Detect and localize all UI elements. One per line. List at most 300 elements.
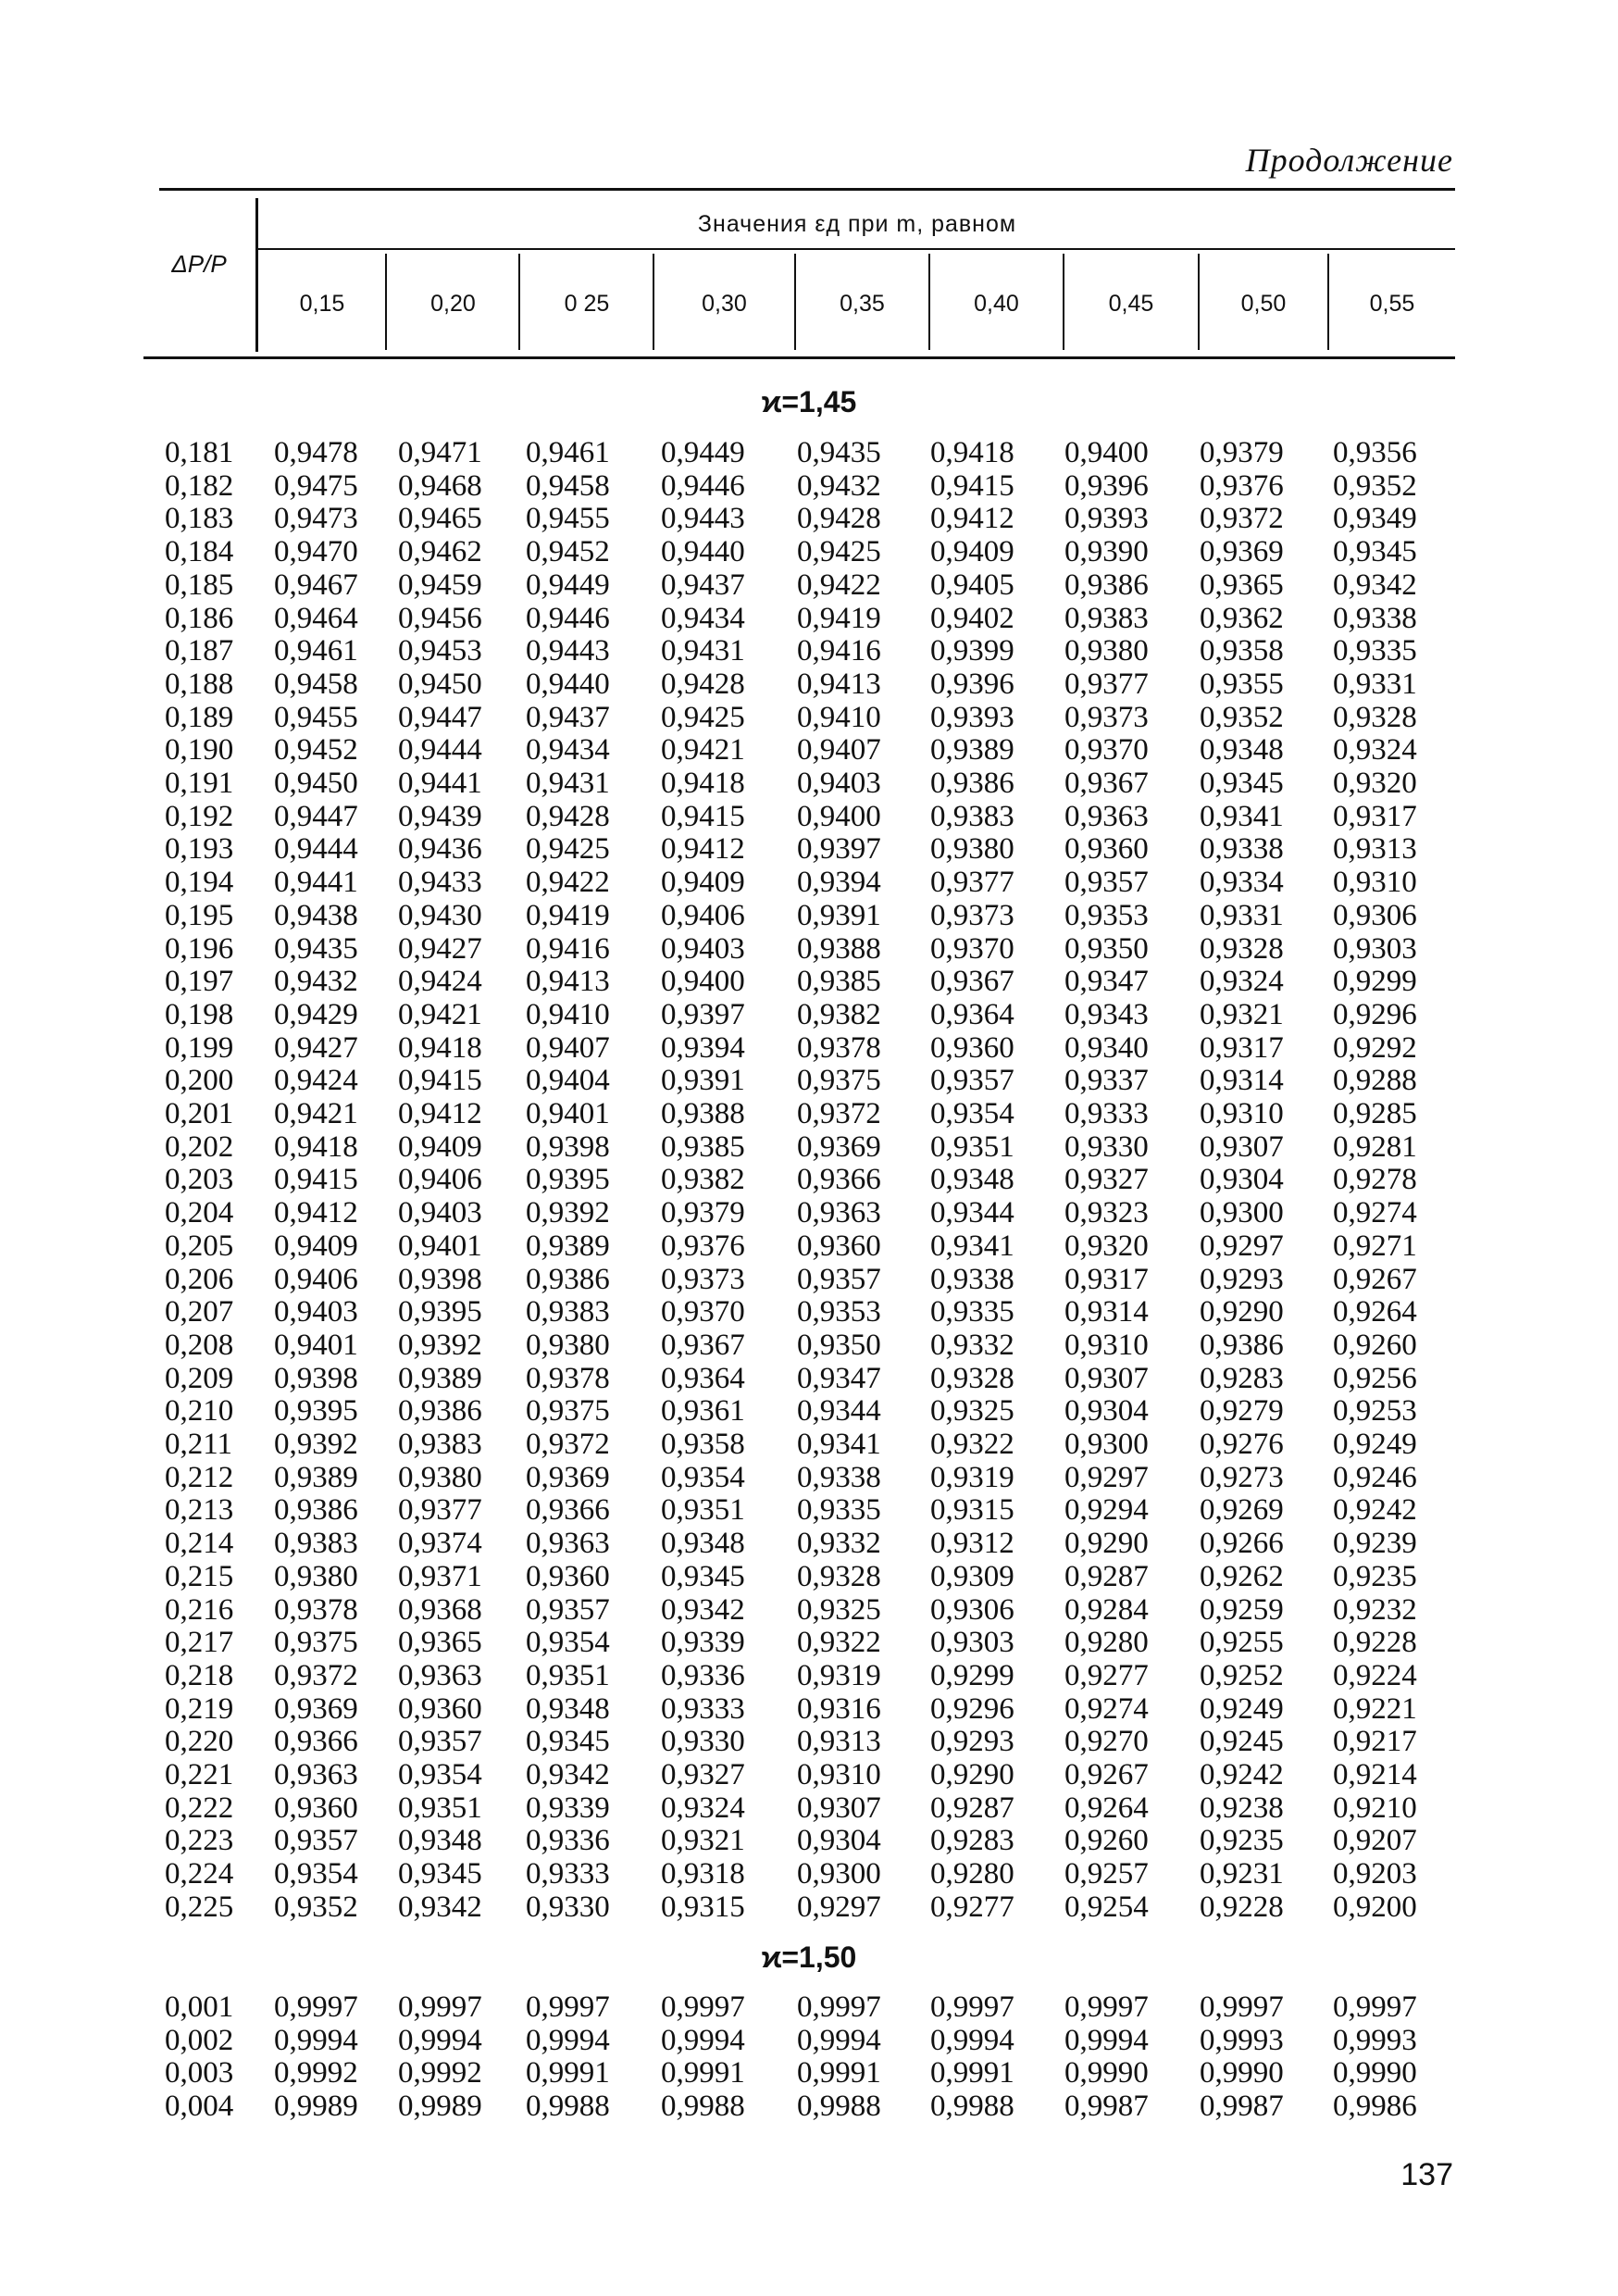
- value-cell: 0,9992: [398, 2056, 482, 2090]
- value-cell: 0,9363: [274, 1758, 358, 1791]
- value-cell: 0,9354: [526, 1626, 610, 1660]
- row-label-cell: 0,198: [165, 997, 234, 1031]
- value-cell: 0,9358: [661, 1428, 745, 1461]
- row-label-cell: 0,205: [165, 1229, 234, 1263]
- value-cell: 0,9438: [274, 898, 358, 932]
- value-cell: 0,9352: [274, 1890, 358, 1924]
- value-cell: 0,9303: [1333, 931, 1417, 966]
- row-label-cell: 0,211: [165, 1428, 233, 1461]
- value-cell: 0,9455: [526, 502, 610, 536]
- value-cell: 0,9993: [1200, 2023, 1284, 2057]
- value-cell: 0,9357: [274, 1824, 358, 1858]
- value-cell: 0,9264: [1333, 1295, 1417, 1329]
- value-cell: 0,9435: [797, 436, 881, 469]
- value-cell: 0,9997: [930, 1990, 1014, 2024]
- value-cell: 0,9323: [1064, 1196, 1149, 1230]
- value-cell: 0,9363: [797, 1196, 881, 1230]
- value-cell: 0,9300: [797, 1857, 881, 1891]
- value-cell: 0,9994: [398, 2023, 482, 2057]
- value-cell: 0,9316: [797, 1691, 881, 1726]
- value-cell: 0,9347: [797, 1361, 881, 1395]
- value-cell: 0,9404: [526, 1064, 610, 1098]
- value-cell: 0,9320: [1064, 1229, 1149, 1263]
- value-cell: 0,9418: [398, 1030, 482, 1065]
- value-cell: 0,9278: [1333, 1163, 1417, 1197]
- row-label-cell: 0,216: [165, 1592, 234, 1627]
- value-cell: 0,9266: [1200, 1527, 1284, 1561]
- value-cell: 0,9989: [274, 2089, 358, 2123]
- value-cell: 0,9430: [398, 898, 482, 932]
- value-cell: 0,9314: [1200, 1064, 1284, 1098]
- row-label-cell: 0,210: [165, 1394, 234, 1429]
- value-cell: 0,9434: [661, 601, 745, 635]
- value-cell: 0,9379: [1200, 436, 1284, 469]
- value-cell: 0,9342: [1333, 568, 1417, 602]
- section-title: ϰ=1,45: [761, 385, 857, 418]
- value-cell: 0,9989: [398, 2089, 482, 2123]
- table-row: [0, 1130, 1618, 1164]
- value-cell: 0,9280: [930, 1857, 1014, 1891]
- value-cell: 0,9317: [1064, 1262, 1149, 1296]
- value-cell: 0,9453: [398, 634, 482, 668]
- row-label-cell: 0,208: [165, 1328, 234, 1362]
- value-cell: 0,9383: [1064, 601, 1149, 635]
- value-cell: 0,9341: [797, 1428, 881, 1461]
- value-cell: 0,9257: [1064, 1857, 1149, 1891]
- value-cell: 0,9383: [930, 799, 1014, 833]
- value-cell: 0,9299: [1333, 965, 1417, 999]
- value-cell: 0,9398: [398, 1262, 482, 1296]
- value-cell: 0,9351: [398, 1791, 482, 1825]
- value-cell: 0,9380: [1064, 634, 1149, 668]
- table-row: [0, 1659, 1618, 1692]
- column-header: 0,15: [299, 290, 345, 317]
- table-row: [0, 1692, 1618, 1726]
- value-cell: 0,9458: [526, 468, 610, 503]
- value-cell: 0,9403: [661, 931, 745, 966]
- value-cell: 0,9363: [398, 1658, 482, 1692]
- value-cell: 0,9432: [274, 965, 358, 999]
- value-cell: 0,9407: [526, 1030, 610, 1065]
- value-cell: 0,9464: [274, 601, 358, 635]
- value-cell: 0,9409: [930, 535, 1014, 569]
- value-cell: 0,9400: [661, 965, 745, 999]
- value-cell: 0,9356: [1333, 436, 1417, 469]
- value-cell: 0,9288: [1333, 1064, 1417, 1098]
- value-cell: 0,9354: [930, 1097, 1014, 1130]
- value-cell: 0,9465: [398, 502, 482, 536]
- value-cell: 0,9352: [1200, 700, 1284, 734]
- value-cell: 0,9357: [797, 1262, 881, 1296]
- value-cell: 0,9338: [930, 1262, 1014, 1296]
- value-cell: 0,9264: [1064, 1791, 1149, 1825]
- value-cell: 0,9324: [1333, 733, 1417, 767]
- column-header: 0,45: [1108, 290, 1154, 317]
- value-cell: 0,9461: [274, 634, 358, 668]
- value-cell: 0,9314: [1064, 1295, 1149, 1329]
- value-cell: 0,9357: [1064, 866, 1149, 900]
- value-cell: 0,9351: [661, 1493, 745, 1528]
- column-header: 0,20: [430, 290, 476, 317]
- value-cell: 0,9391: [661, 1064, 745, 1098]
- row-label-cell: 0,212: [165, 1460, 234, 1494]
- value-cell: 0,9348: [526, 1691, 610, 1726]
- table-row: [0, 469, 1618, 503]
- value-cell: 0,9354: [274, 1857, 358, 1891]
- value-cell: 0,9373: [661, 1262, 745, 1296]
- value-cell: 0,9293: [930, 1725, 1014, 1759]
- value-cell: 0,9270: [1064, 1725, 1149, 1759]
- value-cell: 0,9986: [1333, 2089, 1417, 2123]
- value-cell: 0,9369: [526, 1460, 610, 1494]
- value-cell: 0,9385: [797, 965, 881, 999]
- row-label-cell: 0,187: [165, 634, 234, 668]
- row-label-cell: 0,200: [165, 1064, 234, 1098]
- table-row: [0, 1263, 1618, 1296]
- value-cell: 0,9343: [1064, 997, 1149, 1031]
- value-cell: 0,9395: [398, 1295, 482, 1329]
- value-cell: 0,9274: [1333, 1196, 1417, 1230]
- value-cell: 0,9433: [398, 866, 482, 900]
- value-cell: 0,9366: [274, 1725, 358, 1759]
- value-cell: 0,9473: [274, 502, 358, 536]
- value-cell: 0,9351: [526, 1658, 610, 1692]
- value-cell: 0,9410: [526, 997, 610, 1031]
- value-cell: 0,9428: [661, 667, 745, 701]
- row-label-cell: 0,215: [165, 1559, 234, 1593]
- table-row: [0, 1196, 1618, 1229]
- value-cell: 0,9991: [930, 2056, 1014, 2090]
- value-cell: 0,9386: [930, 767, 1014, 800]
- value-cell: 0,9349: [1333, 502, 1417, 536]
- value-cell: 0,9421: [398, 997, 482, 1031]
- value-cell: 0,9249: [1200, 1691, 1284, 1726]
- value-cell: 0,9380: [398, 1460, 482, 1494]
- value-cell: 0,9449: [661, 436, 745, 469]
- table-row: [0, 1824, 1618, 1857]
- value-cell: 0,9994: [274, 2023, 358, 2057]
- table-row: [0, 1593, 1618, 1627]
- value-cell: 0,9997: [398, 1990, 482, 2024]
- value-cell: 0,9377: [930, 866, 1014, 900]
- value-cell: 0,9401: [274, 1328, 358, 1362]
- value-cell: 0,9992: [274, 2056, 358, 2090]
- value-cell: 0,9367: [1064, 767, 1149, 800]
- value-cell: 0,9397: [797, 832, 881, 867]
- value-cell: 0,9994: [1064, 2023, 1149, 2057]
- value-cell: 0,9361: [661, 1394, 745, 1429]
- value-cell: 0,9418: [661, 767, 745, 800]
- value-cell: 0,9471: [398, 436, 482, 469]
- value-cell: 0,9997: [1333, 1990, 1417, 2024]
- value-cell: 0,9440: [661, 535, 745, 569]
- table-row: [0, 634, 1618, 668]
- value-cell: 0,9375: [797, 1064, 881, 1098]
- value-cell: 0,9392: [526, 1196, 610, 1230]
- value-cell: 0,9304: [1064, 1394, 1149, 1429]
- value-cell: 0,9360: [797, 1229, 881, 1263]
- value-cell: 0,9232: [1333, 1592, 1417, 1627]
- value-cell: 0,9450: [398, 667, 482, 701]
- value-cell: 0,9328: [930, 1361, 1014, 1395]
- value-cell: 0,9328: [1200, 931, 1284, 966]
- value-cell: 0,9386: [1064, 568, 1149, 602]
- value-cell: 0,9378: [797, 1030, 881, 1065]
- value-cell: 0,9372: [526, 1428, 610, 1461]
- value-cell: 0,9259: [1200, 1592, 1284, 1627]
- row-label-cell: 0,221: [165, 1758, 234, 1791]
- value-cell: 0,9376: [1200, 468, 1284, 503]
- value-cell: 0,9330: [661, 1725, 745, 1759]
- value-cell: 0,9400: [797, 799, 881, 833]
- value-cell: 0,9333: [526, 1857, 610, 1891]
- value-cell: 0,9379: [661, 1196, 745, 1230]
- value-cell: 0,9325: [797, 1592, 881, 1627]
- value-cell: 0,9994: [930, 2023, 1014, 2057]
- row-label-cell: 0,206: [165, 1262, 234, 1296]
- value-cell: 0,9347: [1064, 965, 1149, 999]
- value-cell: 0,9988: [930, 2089, 1014, 2123]
- table-row: [0, 965, 1618, 998]
- value-cell: 0,9360: [1064, 832, 1149, 867]
- row-label-cell: 0,183: [165, 502, 234, 536]
- value-cell: 0,9447: [398, 700, 482, 734]
- row-label-cell: 0,223: [165, 1824, 234, 1858]
- value-cell: 0,9418: [274, 1129, 358, 1164]
- value-cell: 0,9392: [274, 1428, 358, 1461]
- value-cell: 0,9368: [398, 1592, 482, 1627]
- value-cell: 0,9287: [930, 1791, 1014, 1825]
- value-cell: 0,9406: [661, 898, 745, 932]
- value-cell: 0,9990: [1064, 2056, 1149, 2090]
- value-cell: 0,9383: [274, 1527, 358, 1561]
- value-cell: 0,9238: [1200, 1791, 1284, 1825]
- value-cell: 0,9315: [661, 1890, 745, 1924]
- value-cell: 0,9336: [526, 1824, 610, 1858]
- value-cell: 0,9327: [1064, 1163, 1149, 1197]
- value-cell: 0,9285: [1333, 1097, 1417, 1130]
- row-label-cell: 0,182: [165, 468, 234, 503]
- value-cell: 0,9369: [274, 1691, 358, 1726]
- value-cell: 0,9399: [930, 634, 1014, 668]
- value-cell: 0,9342: [661, 1592, 745, 1627]
- value-cell: 0,9997: [797, 1990, 881, 2024]
- value-cell: 0,9363: [1064, 799, 1149, 833]
- row-label-cell: 0,195: [165, 898, 234, 932]
- table-row: [0, 1229, 1618, 1263]
- value-cell: 0,9997: [274, 1990, 358, 2024]
- value-cell: 0,9449: [526, 568, 610, 602]
- column-header: 0,30: [702, 290, 747, 317]
- value-cell: 0,9418: [930, 436, 1014, 469]
- value-cell: 0,9299: [930, 1658, 1014, 1692]
- row-label-cell: 0,002: [165, 2023, 234, 2057]
- value-cell: 0,9366: [526, 1493, 610, 1528]
- table-row: [0, 1064, 1618, 1097]
- value-cell: 0,9351: [930, 1129, 1014, 1164]
- value-cell: 0,9262: [1200, 1559, 1284, 1593]
- value-cell: 0,9254: [1064, 1890, 1149, 1924]
- value-cell: 0,9354: [398, 1758, 482, 1791]
- value-cell: 0,9235: [1333, 1559, 1417, 1593]
- value-cell: 0,9389: [526, 1229, 610, 1263]
- value-cell: 0,9406: [274, 1262, 358, 1296]
- table-row: [0, 899, 1618, 932]
- value-cell: 0,9303: [930, 1626, 1014, 1660]
- value-cell: 0,9416: [797, 634, 881, 668]
- value-cell: 0,9290: [1064, 1527, 1149, 1561]
- value-cell: 0,9424: [274, 1064, 358, 1098]
- value-cell: 0,9383: [526, 1295, 610, 1329]
- value-cell: 0,9307: [1200, 1129, 1284, 1164]
- value-cell: 0,9335: [1333, 634, 1417, 668]
- value-cell: 0,9348: [1200, 733, 1284, 767]
- value-cell: 0,9990: [1333, 2056, 1417, 2090]
- value-cell: 0,9375: [526, 1394, 610, 1429]
- value-cell: 0,9235: [1200, 1824, 1284, 1858]
- column-header: 0,55: [1369, 290, 1415, 317]
- table-row: [0, 2056, 1618, 2090]
- value-cell: 0,9231: [1200, 1857, 1284, 1891]
- value-cell: 0,9424: [398, 965, 482, 999]
- value-cell: 0,9363: [526, 1527, 610, 1561]
- value-cell: 0,9239: [1333, 1527, 1417, 1561]
- row-label-cell: 0,225: [165, 1890, 234, 1924]
- row-label-cell: 0,214: [165, 1527, 234, 1561]
- value-cell: 0,9357: [398, 1725, 482, 1759]
- row-label-cell: 0,003: [165, 2056, 234, 2090]
- value-cell: 0,9297: [797, 1890, 881, 1924]
- value-cell: 0,9388: [797, 931, 881, 966]
- value-cell: 0,9447: [274, 799, 358, 833]
- column-header: 0,50: [1240, 290, 1287, 317]
- value-cell: 0,9409: [661, 866, 745, 900]
- value-cell: 0,9397: [661, 997, 745, 1031]
- value-cell: 0,9324: [661, 1791, 745, 1825]
- value-cell: 0,9310: [1200, 1097, 1284, 1130]
- value-cell: 0,9362: [1200, 601, 1284, 635]
- value-cell: 0,9280: [1064, 1626, 1149, 1660]
- value-cell: 0,9360: [398, 1691, 482, 1726]
- value-cell: 0,9385: [661, 1129, 745, 1164]
- row-label-cell: 0,218: [165, 1658, 234, 1692]
- value-cell: 0,9446: [661, 468, 745, 503]
- value-cell: 0,9401: [526, 1097, 610, 1130]
- value-cell: 0,9428: [797, 502, 881, 536]
- table-row: [0, 568, 1618, 602]
- value-cell: 0,9458: [274, 667, 358, 701]
- value-cell: 0,9306: [930, 1592, 1014, 1627]
- value-cell: 0,9987: [1064, 2089, 1149, 2123]
- value-cell: 0,9327: [661, 1758, 745, 1791]
- row-label-cell: 0,207: [165, 1295, 234, 1329]
- value-cell: 0,9444: [274, 832, 358, 867]
- value-cell: 0,9331: [1333, 667, 1417, 701]
- row-label-cell: 0,199: [165, 1030, 234, 1065]
- value-cell: 0,9337: [1064, 1064, 1149, 1098]
- value-cell: 0,9383: [398, 1428, 482, 1461]
- value-cell: 0,9425: [661, 700, 745, 734]
- value-cell: 0,9309: [930, 1559, 1014, 1593]
- value-cell: 0,9419: [797, 601, 881, 635]
- row-label-cell: 0,184: [165, 535, 234, 569]
- value-cell: 0,9296: [930, 1691, 1014, 1726]
- value-cell: 0,9380: [274, 1559, 358, 1593]
- value-cell: 0,9307: [797, 1791, 881, 1825]
- value-cell: 0,9459: [398, 568, 482, 602]
- row-header-label: ΔP/P: [171, 249, 227, 278]
- value-cell: 0,9427: [274, 1030, 358, 1065]
- value-cell: 0,9313: [797, 1725, 881, 1759]
- value-cell: 0,9297: [1200, 1229, 1284, 1263]
- table-row: [0, 1890, 1618, 1924]
- row-label-cell: 0,185: [165, 568, 234, 602]
- row-label-cell: 0,224: [165, 1857, 234, 1891]
- value-cell: 0,9360: [930, 1030, 1014, 1065]
- value-cell: 0,9440: [526, 667, 610, 701]
- value-cell: 0,9330: [1064, 1129, 1149, 1164]
- value-cell: 0,9344: [797, 1394, 881, 1429]
- table-row: [0, 733, 1618, 767]
- value-cell: 0,9348: [398, 1824, 482, 1858]
- value-cell: 0,9350: [797, 1328, 881, 1362]
- value-cell: 0,9373: [930, 898, 1014, 932]
- value-cell: 0,9425: [797, 535, 881, 569]
- page-number: 137: [1400, 2157, 1453, 2192]
- value-cell: 0,9353: [797, 1295, 881, 1329]
- value-cell: 0,9441: [274, 866, 358, 900]
- value-cell: 0,9412: [398, 1097, 482, 1130]
- row-label-cell: 0,186: [165, 601, 234, 635]
- value-cell: 0,9341: [930, 1229, 1014, 1263]
- value-cell: 0,9439: [398, 799, 482, 833]
- value-cell: 0,9391: [797, 898, 881, 932]
- value-cell: 0,9338: [1333, 601, 1417, 635]
- row-label-cell: 0,190: [165, 733, 234, 767]
- value-cell: 0,9412: [274, 1196, 358, 1230]
- value-cell: 0,9253: [1333, 1394, 1417, 1429]
- table-row: [0, 1097, 1618, 1130]
- value-cell: 0,9377: [1064, 667, 1149, 701]
- table-row: [0, 1362, 1618, 1395]
- value-cell: 0,9400: [1064, 436, 1149, 469]
- value-cell: 0,9364: [661, 1361, 745, 1395]
- value-cell: 0,9393: [930, 700, 1014, 734]
- value-cell: 0,9997: [1064, 1990, 1149, 2024]
- value-cell: 0,9398: [274, 1361, 358, 1395]
- value-cell: 0,9401: [398, 1229, 482, 1263]
- value-cell: 0,9994: [661, 2023, 745, 2057]
- value-cell: 0,9367: [930, 965, 1014, 999]
- section-title: ϰ=1,50: [761, 1940, 857, 1974]
- value-cell: 0,9468: [398, 468, 482, 503]
- value-cell: 0,9228: [1200, 1890, 1284, 1924]
- table-row: [0, 1560, 1618, 1593]
- value-cell: 0,9988: [661, 2089, 745, 2123]
- value-cell: 0,9321: [1200, 997, 1284, 1031]
- table-row: [0, 1428, 1618, 1461]
- value-cell: 0,9318: [661, 1857, 745, 1891]
- value-cell: 0,9365: [1200, 568, 1284, 602]
- value-cell: 0,9372: [1200, 502, 1284, 536]
- value-cell: 0,9427: [398, 931, 482, 966]
- value-cell: 0,9386: [1200, 1328, 1284, 1362]
- value-cell: 0,9333: [661, 1691, 745, 1726]
- value-cell: 0,9431: [661, 634, 745, 668]
- value-cell: 0,9455: [274, 700, 358, 734]
- value-cell: 0,9413: [797, 667, 881, 701]
- value-cell: 0,9410: [797, 700, 881, 734]
